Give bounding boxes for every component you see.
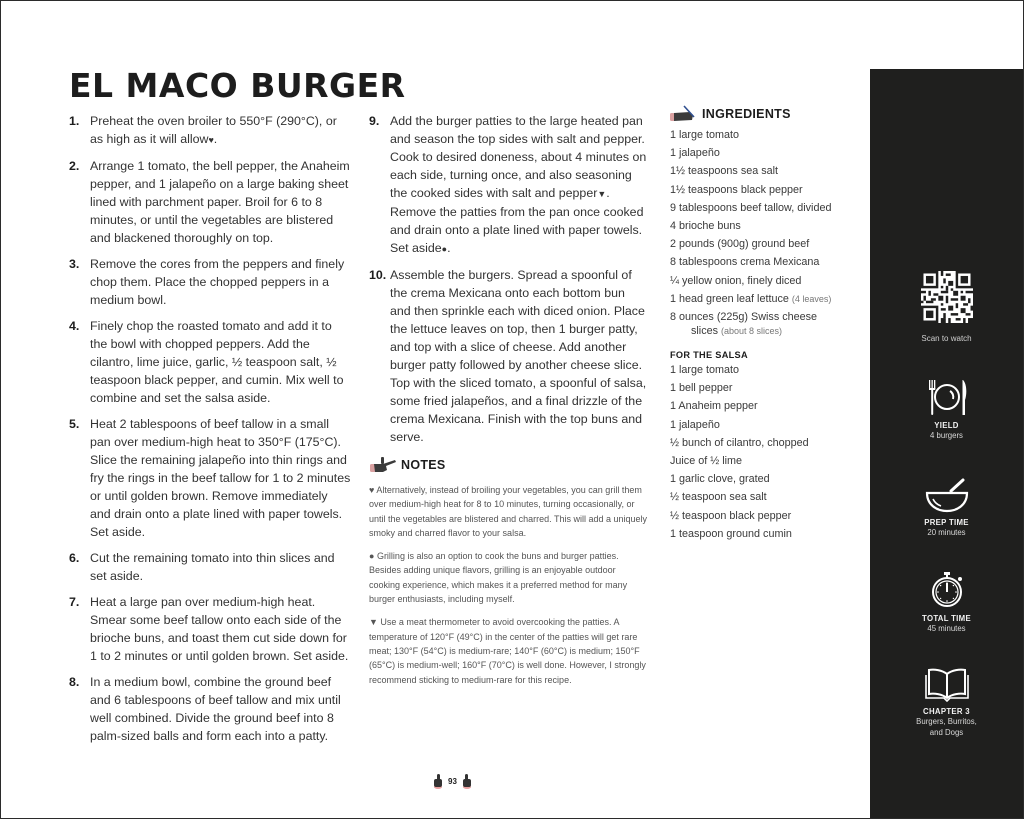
step-2 <box>69 157 351 247</box>
step-4 <box>69 317 351 407</box>
chapter-label: CHAPTER 3 <box>923 707 970 716</box>
salsa-ingredient-item: ½ teaspoon black pepper <box>670 509 792 522</box>
prep-time-block <box>870 477 1023 538</box>
step-text: Preheat the oven broiler to 550°F (290°C), or as high as it will allow <box>90 114 337 146</box>
step-6 <box>69 549 351 585</box>
page-footer <box>432 773 473 789</box>
stopwatch-icon <box>927 569 967 609</box>
step-number: 8. <box>69 675 80 689</box>
step-5 <box>69 415 351 541</box>
prep-time-label: PREP TIME <box>924 518 969 527</box>
step-text: Finely chop the roasted tomato and add it to the bowl with chopped peppers. Add the cilantro, lime juice, garlic, ½ teaspoon salt, ½ teaspoon black pepper, and cumin. Mix well to combine and set the salsa aside. <box>90 319 344 405</box>
step-text: Heat 2 tablespoons of beef tallow in a small pan over medium-high heat to 350°F (175°C). Slice the remaining jalapeño into thin rings and fry the rings in the beef tallow for 1 to 2 minutes or until golden brown. Remove immediately and drain onto a plate lined with paper towels. Set aside. <box>90 417 351 539</box>
chapter-name-line2: and Dogs <box>929 728 964 737</box>
step-text: In a medium bowl, combine the ground beef and 6 tablespoons of beef tallow and mix until well combined. Divide the ground beef into 8 palm-sized balls and form each into a patty. <box>90 675 341 743</box>
step-number: 5. <box>69 417 80 431</box>
hand-with-knife-icon <box>670 105 698 123</box>
steps-list-continued <box>369 112 647 446</box>
salsa-ingredient-item: 1 large tomato <box>670 364 740 377</box>
ingredients-column <box>670 105 850 543</box>
step-number: 10. <box>369 268 387 282</box>
triangle-marker-icon: ▼ <box>597 189 607 199</box>
total-time-block <box>870 569 1023 634</box>
ingredient-item: 1 head green leaf lettuce (4 leaves) <box>670 292 832 305</box>
ingredient-item: 8 ounces (225g) Swiss cheese slices (about 8 slices) <box>670 311 818 337</box>
ingredient-item: 2 pounds (900g) ground beef <box>670 238 810 251</box>
salsa-ingredient-item: 1 teaspoon ground cumin <box>670 527 792 540</box>
ingredient-item: 1 jalapeño <box>670 147 720 160</box>
salsa-ingredients-list <box>670 361 850 543</box>
ingredient-note: (about 8 slices) <box>721 325 783 336</box>
recipe-info-sidebar <box>870 69 1023 818</box>
ingredient-item: 1½ teaspoons black pepper <box>670 183 803 196</box>
step-text: Heat a large pan over medium-high heat. Smear some beef tallow onto each side of the brioche buns, and toast them cut side down for 1 to 2 minutes or until golden brown. Set aside. <box>90 595 349 663</box>
steps-column-left <box>69 112 351 753</box>
yield-value: 4 burgers <box>930 431 963 440</box>
ingredients-title: INGREDIENTS <box>702 107 791 121</box>
step-text: Remove the cores from the peppers and finely chop them. Place the chopped peppers in a medium bowl. <box>90 257 345 307</box>
step-8 <box>69 673 351 745</box>
note-heart: ♥ Alternatively, instead of broiling your vegetables, you can grill them over medium-high heat for 8 to 10 minutes, turning occasionally, or until the vegetables are blistered and charred. This will add a uniquely smoky and charred flavor to your salsa. <box>369 485 648 538</box>
step-3 <box>69 255 351 309</box>
step-7 <box>69 593 351 665</box>
salsa-subheading: FOR THE SALSA <box>670 350 748 361</box>
notes-header <box>369 456 647 474</box>
thumbs-up-icon <box>432 773 444 789</box>
page-number: 93 <box>448 776 457 786</box>
thumbs-up-icon <box>461 773 473 789</box>
ingredients-header <box>670 105 850 123</box>
chapter-block <box>870 666 1023 738</box>
notes-section <box>369 456 647 687</box>
circle-marker-icon: ● <box>369 551 375 562</box>
salsa-ingredient-item: 1 bell pepper <box>670 382 733 395</box>
qr-code-icon[interactable] <box>921 271 973 323</box>
ingredient-item: 8 tablespoons crema Mexicana <box>670 256 820 269</box>
step-text: Arrange 1 tomato, the bell pepper, the Anaheim pepper, and 1 jalapeño on a large baking sheet lined with parchment paper. Broil for 6 to 8 minutes, or until the vegetables are blistered and blackened thoroughly on top. <box>90 159 350 245</box>
salsa-ingredient-item: 1 jalapeño <box>670 418 720 431</box>
step-number: 1. <box>69 114 80 128</box>
ingredient-note: (4 leaves) <box>791 293 832 304</box>
triangle-marker-icon: ▼ <box>369 617 378 628</box>
step-number: 9. <box>369 114 380 128</box>
yield-block <box>870 378 1023 441</box>
step-number: 3. <box>69 257 80 271</box>
step-text: Add the burger patties to the large heated pan and season the top sides with salt and pepper. Cook to desired doneness, about 4 minutes on each side, turning once, and also seasoning the cooked sides with salt and pepper <box>390 114 647 200</box>
steps-list <box>69 112 351 745</box>
mixing-bowl-icon <box>923 477 971 513</box>
pointing-hand-icon <box>369 456 397 474</box>
steps-column-middle <box>369 112 647 695</box>
chapter-name-line1: Burgers, Burritos, <box>916 717 977 726</box>
step-text: Cut the remaining tomato into thin slices and set aside. <box>90 551 335 583</box>
salsa-ingredient-item: ½ teaspoon sea salt <box>670 491 767 504</box>
ingredient-item: 9 tablespoons beef tallow, divided <box>670 201 832 214</box>
qr-block <box>870 271 1023 343</box>
salsa-ingredient-item: Juice of ½ lime <box>670 455 743 468</box>
salsa-ingredient-item: ½ bunch of cilantro, chopped <box>670 436 809 449</box>
step-text: Assemble the burgers. Spread a spoonful of the crema Mexicana onto each bottom bun and then sprinkle each with diced onion. Place the lettuce leaves on top, then 1 burger patty, and top with a slice of cheese. Add another burger patty followed by another cheese slice. Top with the sliced tomato, a spoonful of salsa, some fried jalapeños, and a final drizzle of the crema Mexicana. Finish with the top buns and serve. <box>390 268 647 444</box>
ingredient-item: 1½ teaspoons sea salt <box>670 165 779 178</box>
heart-marker-icon: ♥ <box>369 485 375 495</box>
qr-caption: Scan to watch <box>921 334 972 343</box>
step-number: 7. <box>69 595 80 609</box>
circle-marker-icon: ● <box>441 244 448 254</box>
prep-time-value: 20 minutes <box>927 528 966 537</box>
total-time-value: 45 minutes <box>927 624 966 633</box>
step-9: 9. Add the burger patties to the large heated pan and season the top sides with salt and pepper. Cook to desired doneness, about 4 minutes on each side, turning once, and also seasoning the cooked sides with salt and pepper▼. Remove the patties from the pan once cooked and drain onto a plate lined with paper towels. Set aside●. <box>369 112 647 258</box>
yield-label: YIELD <box>934 421 959 430</box>
open-book-icon <box>924 666 970 702</box>
total-time-label: TOTAL TIME <box>922 614 971 623</box>
salsa-ingredient-item: 1 Anaheim pepper <box>670 400 758 413</box>
salsa-ingredient-item: 1 garlic clove, grated <box>670 473 770 486</box>
notes-title: NOTES <box>401 458 446 472</box>
ingredients-list <box>670 126 850 340</box>
step-10 <box>369 266 647 446</box>
note-triangle: ▼ Use a meat thermometer to avoid overcooking the patties. A temperature of 120°F (49°C) in the center of the patties will get rare meat; 130°F (54°C) is medium-rare; 140°F (60°C) is medium; 150°F (65°C) is medium-well; 160°F (70°C) is well done. However, I strongly recommend sticking to medium-rare for this recipe. <box>369 617 646 685</box>
note-circle: ● Grilling is also an option to cook the buns and burger patties. Besides adding unique flavors, grilling is an enjoyable outdoor cooking experience, which makes it a preferred method for many burger enthusiasts, including myself. <box>369 551 628 605</box>
ingredient-item: 1 large tomato <box>670 129 740 141</box>
plate-fork-knife-icon <box>923 378 971 416</box>
ingredient-item: 4 brioche buns <box>670 220 741 233</box>
ingredient-item: ¼ yellow onion, finely diced <box>670 274 802 287</box>
recipe-title: EL MACO BURGER <box>69 66 406 105</box>
step-1: 1. Preheat the oven broiler to 550°F (290°C), or as high as it will allow♥. <box>69 112 351 149</box>
step-number: 2. <box>69 159 80 173</box>
heart-marker-icon: ♥ <box>208 135 214 145</box>
step-number: 4. <box>69 319 80 333</box>
step-number: 6. <box>69 551 80 565</box>
